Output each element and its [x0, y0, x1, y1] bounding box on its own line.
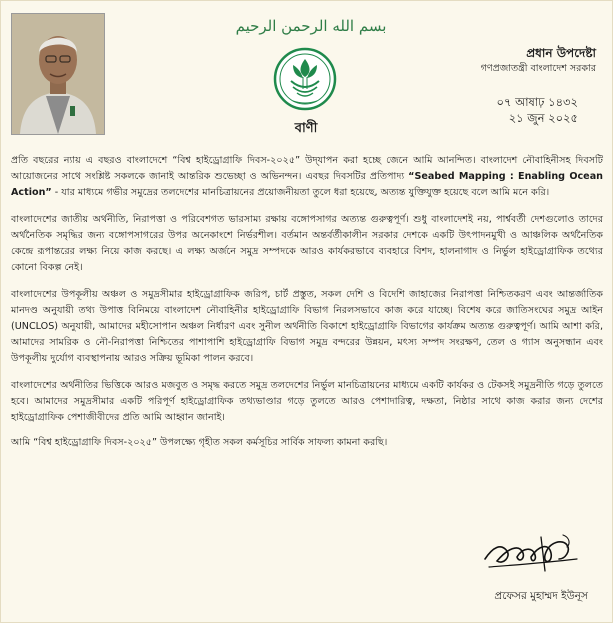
portrait-photo: [11, 13, 105, 135]
message-body: [11, 153, 603, 462]
bismillah-calligraphy: بسم الله الرحمن الرحيم: [235, 17, 387, 35]
office-block: [481, 45, 596, 76]
paragraph-4: বাংলাদেশের অর্থনীতির ভিত্তিকে আরও মজবুত ও সমৃদ্ধ করতে সমুদ্র তলদেশের নির্ভুল মানচিত্রায়নের মাধ্যমে একটি কার্যকর ও টেকসই সমুদ্রনীতি গড়ে তুলতে হবে। আমাদের সমুদ্রসীমার একটি পরিপূর্ণ হাইড্রোগ্রাফিক তথ্যভাণ্ডার গড়ে তুলতে আরও পেশাদারিত্ব, দক্ষতা, নিষ্ঠার সাথে কাজ করার জন্য দেশের হাইড্রোগ্রাফিক পেশাজীবীদের প্রতি আমি আহ্বান জানাই।: [11, 380, 603, 423]
date-block: [496, 94, 578, 126]
signer-name: প্রফেসর মুহাম্মদ ইউনূস: [494, 590, 588, 602]
signature-mark: [479, 529, 583, 577]
paragraph-5: আমি “বিশ্ব হাইড্রোগ্রাফি দিবস-২০২৫” উপলক্ষ্যে গৃহীত সকল কর্মসূচির সার্বিক সাফল্য কামনা করছি।: [11, 437, 388, 448]
date-gregorian: ২১ জুন ২০২৫: [508, 111, 578, 125]
paragraph-1-rest: - যার মাধ্যমে গভীর সমুদ্রের তলদেশের মানচিত্রায়নের প্রয়োজনীয়তা তুলে ধরা হয়েছে, অত্যন্ত যুক্তিযুক্ত হয়েছে বলে আমি মনে করি।: [51, 187, 550, 198]
office-subtitle: গণপ্রজাতন্ত্রী বাংলাদেশ সরকার: [480, 63, 596, 74]
date-bangla: ০৭ আষাঢ় ১৪৩২: [496, 95, 578, 109]
paragraph-1-intro: প্রতি বছরের ন্যায় এ বছরও বাংলাদেশে “বিশ্ব হাইড্রোগ্রাফি দিবস-২০২৫” উদ্‌যাপন করা হচ্ছে জেনে আমি আনন্দিত। বাংলাদেশ নৌবাহিনীসহ দিবসটি আয়োজনের সাথে সংশ্লিষ্ট সকলকে জানাই আন্তরিক শুভেচ্ছা ও অভিনন্দন। এবছর দিবসটির প্রতিপাদ্য: [11, 155, 603, 182]
paragraph-2: বাংলাদেশের জাতীয় অর্থনীতি, নিরাপত্তা ও পরিবেশগত ভারসাম্য রক্ষায় বঙ্গোপসাগর অত্যন্ত গুরুত্বপূর্ণ। শুধু বাংলাদেশই নয়, পার্শ্ববর্তী দেশগুলোও তাদের অর্থনৈতিক সমৃদ্ধির জন্য বঙ্গোপসাগরের উপর অনেকাংশে নির্ভরশীল। বর্তমান অন্তর্বর্তীকালীন সরকার দেশকে একটি উৎপাদনমুখী ও আঞ্চলিক অর্থনৈতিক কেন্দ্রে রূপান্তরের লক্ষ্য নিয়ে কাজ করছে। এ লক্ষ্য অর্জনে সমুদ্র সম্পদকে আরও কার্যকরভাবে ব্যবহারে বিশদ, হালনাগাদ ও নির্ভুল হাইড্রোগ্রাফিক তথ্যের কোনো বিকল্প নেই।: [11, 214, 603, 273]
theme-text: “Seabed Mapping : Enabling Ocean Action”: [11, 171, 603, 198]
paragraph-3: বাংলাদেশের উপকূলীয় অঞ্চল ও সমুদ্রসীমার হাইড্রোগ্রাফিক জরিপ, চার্ট প্রস্তুত, সকল দেশি ও বিদেশি জাহাজের নিরাপত্তা নিশ্চিতকরণ এবং আন্তর্জাতিক মানদণ্ড অনুযায়ী তথ্য উপাত্ত বিনিময়ে বাংলাদেশ নৌবাহিনীর হাইড্রোগ্রাফি বিভাগ নিরলসভাবে কাজ করে যাচ্ছে। বিশেষ করে জাতিসংঘের সমুদ্র আইন (UNCLOS) অনুযায়ী, আমাদের মহীসোপান অঞ্চল নির্ধারণ এবং সুনীল অর্থনীতি বিকাশে হাইড্রোগ্রাফি বিভাগের কার্যক্রম অত্যন্ত গুরুত্বপূর্ণ। আমি আশা করি, আমাদের সামরিক ও নৌ-নিরাপত্তা নিশ্চিতের পাশাপাশি হাইড্রোগ্রাফি বিভাগ সমুদ্র বন্দরের উন্নয়ন, মৎস্য সম্পদ সংরক্ষণ, তেল ও গ্যাস অনুসন্ধান এবং উপকূলীয় দুর্যোগ ব্যবস্থাপনায় আরও সক্রিয় ভূমিকা পালন করবে।: [11, 289, 603, 364]
paragraph-1: [11, 153, 603, 201]
office-title: প্রধান উপদেষ্টা: [526, 46, 596, 60]
bangladesh-government-seal-icon: [273, 47, 337, 111]
person-silhouette-icon: [12, 14, 104, 134]
message-title: বাণী: [294, 121, 318, 136]
